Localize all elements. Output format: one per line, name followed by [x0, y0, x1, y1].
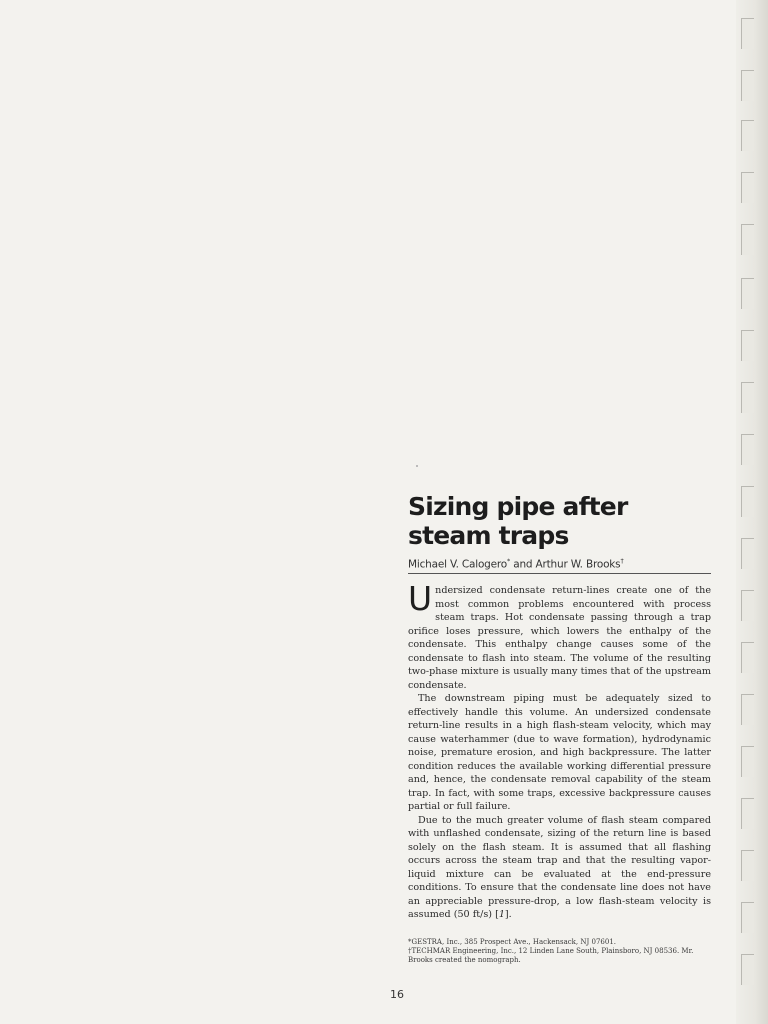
index-tab — [741, 954, 754, 985]
paper-speck — [416, 465, 418, 467]
title-line-1: Sizing pipe after — [408, 492, 628, 521]
index-tab — [741, 538, 754, 569]
paragraph-1 — [408, 579, 711, 692]
author-byline — [408, 557, 713, 571]
index-tab — [741, 746, 754, 777]
index-tab — [741, 434, 754, 465]
footnotes — [408, 938, 713, 965]
title-rule — [408, 573, 711, 574]
paragraph-3-text: Due to the much greater volume of flash steam compared with unflashed condensate, sizing of the return line is based solely on the flash steam. It is assumed that all flashing occurs across the steam trap and that the resulting vapor-liquid mixture can be evaluated at the end-pressure conditions. To ensure that the condensate line does not have an appreciable pressure-drop, a low flash-steam velocity is assumed (50 ft/s) [ — [408, 814, 711, 920]
index-tab — [741, 590, 754, 621]
reference-citation: 1 — [498, 909, 505, 920]
index-tab — [741, 172, 754, 203]
index-tab — [741, 330, 754, 361]
index-tab — [741, 70, 754, 101]
index-tab — [741, 486, 754, 517]
index-tab — [741, 642, 754, 673]
index-tab — [741, 278, 754, 309]
title-line-2: steam traps — [408, 521, 569, 550]
index-tab — [741, 18, 754, 49]
drop-cap: U — [408, 579, 433, 618]
index-tab — [741, 850, 754, 881]
page-number: 16 — [390, 988, 404, 1001]
author-1-mark: * — [507, 557, 511, 565]
author-2: Arthur W. Brooks — [535, 558, 621, 571]
author-connector: and — [510, 558, 536, 571]
article-title — [408, 492, 708, 550]
article-body — [408, 579, 711, 922]
paragraph-3-end: ]. — [504, 909, 512, 920]
index-tab — [741, 694, 754, 725]
paragraph-3 — [408, 814, 711, 922]
footnote-2: †TECHMAR Engineering, Inc., 12 Linden Lane South, Plainsboro, NJ 08536. Mr. Brooks created the nomograph. — [408, 947, 694, 964]
author-2-mark: † — [620, 557, 624, 565]
paragraph-1-text: ndersized condensate return-lines create one of the most common problems encountered with process steam traps. Hot condensate passing through a trap orifice loses pressure, which lowers the enthalpy of the condensate. This enthalpy change causes some of the condensate to flash into steam. The volume of the resulting two-phase mixture is usually many times that of the upstream condensate. — [408, 585, 711, 691]
index-tab — [741, 798, 754, 829]
index-tab — [741, 224, 754, 255]
author-1: Michael V. Calogero — [408, 558, 508, 571]
paragraph-2: The downstream piping must be adequately sized to effectively handle this volume. An undersized condensate return-line results in a high flash-steam velocity, which may cause waterhammer (due to wave formation), hydrodynamic noise, premature erosion, and high backpressure. The latter condition reduces the available working differential pressure and, hence, the condensate removal capability of the steam trap. In fact, with some traps, excessive backpressure causes partial or full failure. — [408, 693, 711, 812]
index-tab — [741, 120, 754, 151]
index-tab — [741, 382, 754, 413]
footnote-1: *GESTRA, Inc., 385 Prospect Ave., Hackensack, NJ 07601. — [408, 938, 617, 946]
index-tab — [741, 902, 754, 933]
page-edge — [736, 0, 768, 1024]
